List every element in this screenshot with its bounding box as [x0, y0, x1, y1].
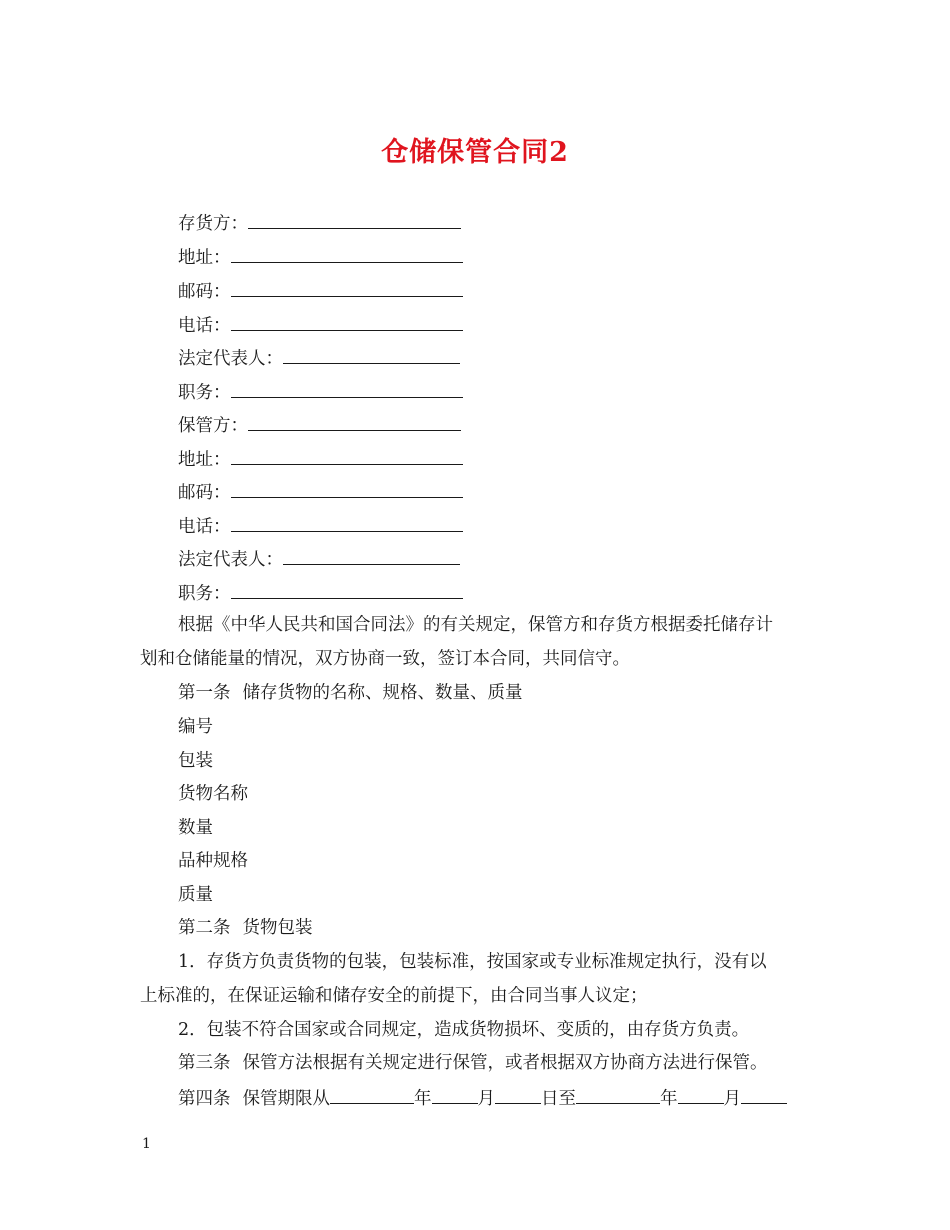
unit-label: 月 — [723, 1089, 741, 1109]
field-legal-rep — [178, 345, 460, 371]
field-label: 存货方： — [178, 214, 248, 234]
field-label: 法定代表人： — [178, 349, 283, 369]
article-text: 保管期限从 — [242, 1089, 330, 1109]
page-number: 1 — [142, 1136, 151, 1152]
article-1-item: 品种规格 — [178, 851, 248, 871]
article-number: 第三条 — [178, 1053, 231, 1073]
article-2-paragraph-2: 2．包装不符合国家或合同规定，造成货物损坏、变质的，由存货方负责。 — [178, 1020, 750, 1040]
article-2-heading — [178, 916, 313, 940]
blank-line — [231, 379, 463, 398]
article-title: 储存货物的名称、规格、数量、质量 — [242, 683, 523, 703]
article-number: 第二条 — [178, 918, 231, 938]
blank-line — [741, 1085, 787, 1104]
field-label: 职务： — [178, 584, 231, 604]
blank-line — [678, 1085, 724, 1104]
field-label: 邮码： — [178, 282, 231, 302]
field-address — [178, 244, 463, 270]
field-label: 法定代表人： — [178, 550, 283, 570]
article-1-item: 包装 — [178, 751, 213, 771]
field-address — [178, 446, 463, 472]
article-1-item: 数量 — [178, 818, 213, 838]
blank-line — [495, 1085, 541, 1104]
intro-line-2: 划和仓储能量的情况，双方协商一致，签订本合同，共同信守。 — [140, 649, 630, 669]
field-legal-rep — [178, 546, 460, 572]
article-1-heading — [178, 681, 523, 705]
blank-line — [248, 412, 461, 431]
field-label: 职务： — [178, 383, 231, 403]
field-depositor — [178, 210, 461, 236]
field-label: 电话： — [178, 316, 231, 336]
field-label: 保管方： — [178, 416, 248, 436]
article-3 — [178, 1051, 768, 1075]
field-custodian — [178, 412, 461, 438]
field-phone — [178, 312, 463, 338]
blank-line — [231, 513, 463, 532]
article-2-paragraph-1-line-2: 上标准的，在保证运输和储存安全的前提下，由合同当事人议定； — [140, 986, 648, 1006]
article-1-item: 货物名称 — [178, 784, 248, 804]
document-title: 仓储保管合同2 — [381, 137, 569, 168]
article-1-item: 质量 — [178, 885, 213, 905]
blank-line — [231, 479, 463, 498]
blank-line — [432, 1085, 478, 1104]
blank-line — [231, 580, 463, 599]
unit-label: 日至 — [541, 1089, 576, 1109]
article-2-paragraph-1-line-1: 1．存货方负责货物的包装，包装标准，按国家或专业标准规定执行，没有以 — [178, 952, 767, 972]
blank-line — [576, 1085, 660, 1104]
intro-line-1: 根据《中华人民共和国合同法》的有关规定，保管方和存货方根据委托储存计 — [178, 615, 773, 635]
blank-line — [248, 210, 461, 229]
blank-line — [231, 312, 463, 331]
unit-label: 年 — [660, 1089, 678, 1109]
article-title: 货物包装 — [242, 918, 313, 938]
article-text: 保管方法根据有关规定进行保管，或者根据双方协商方法进行保管。 — [242, 1053, 768, 1073]
field-postcode — [178, 278, 463, 304]
unit-label: 年 — [414, 1089, 432, 1109]
blank-line — [231, 244, 463, 263]
unit-label: 月 — [477, 1089, 495, 1109]
field-position — [178, 580, 463, 606]
blank-line — [283, 345, 460, 364]
article-1-item: 编号 — [178, 717, 213, 737]
field-postcode — [178, 479, 463, 505]
field-label: 地址： — [178, 248, 231, 268]
blank-line — [283, 546, 460, 565]
article-number: 第一条 — [178, 683, 231, 703]
field-phone — [178, 513, 463, 539]
field-label: 邮码： — [178, 483, 231, 503]
blank-line — [330, 1085, 414, 1104]
article-number: 第四条 — [178, 1089, 231, 1109]
blank-line — [231, 446, 463, 465]
field-label: 电话： — [178, 517, 231, 537]
article-4 — [178, 1085, 787, 1111]
blank-line — [231, 278, 463, 297]
field-position — [178, 379, 463, 405]
field-label: 地址： — [178, 450, 231, 470]
